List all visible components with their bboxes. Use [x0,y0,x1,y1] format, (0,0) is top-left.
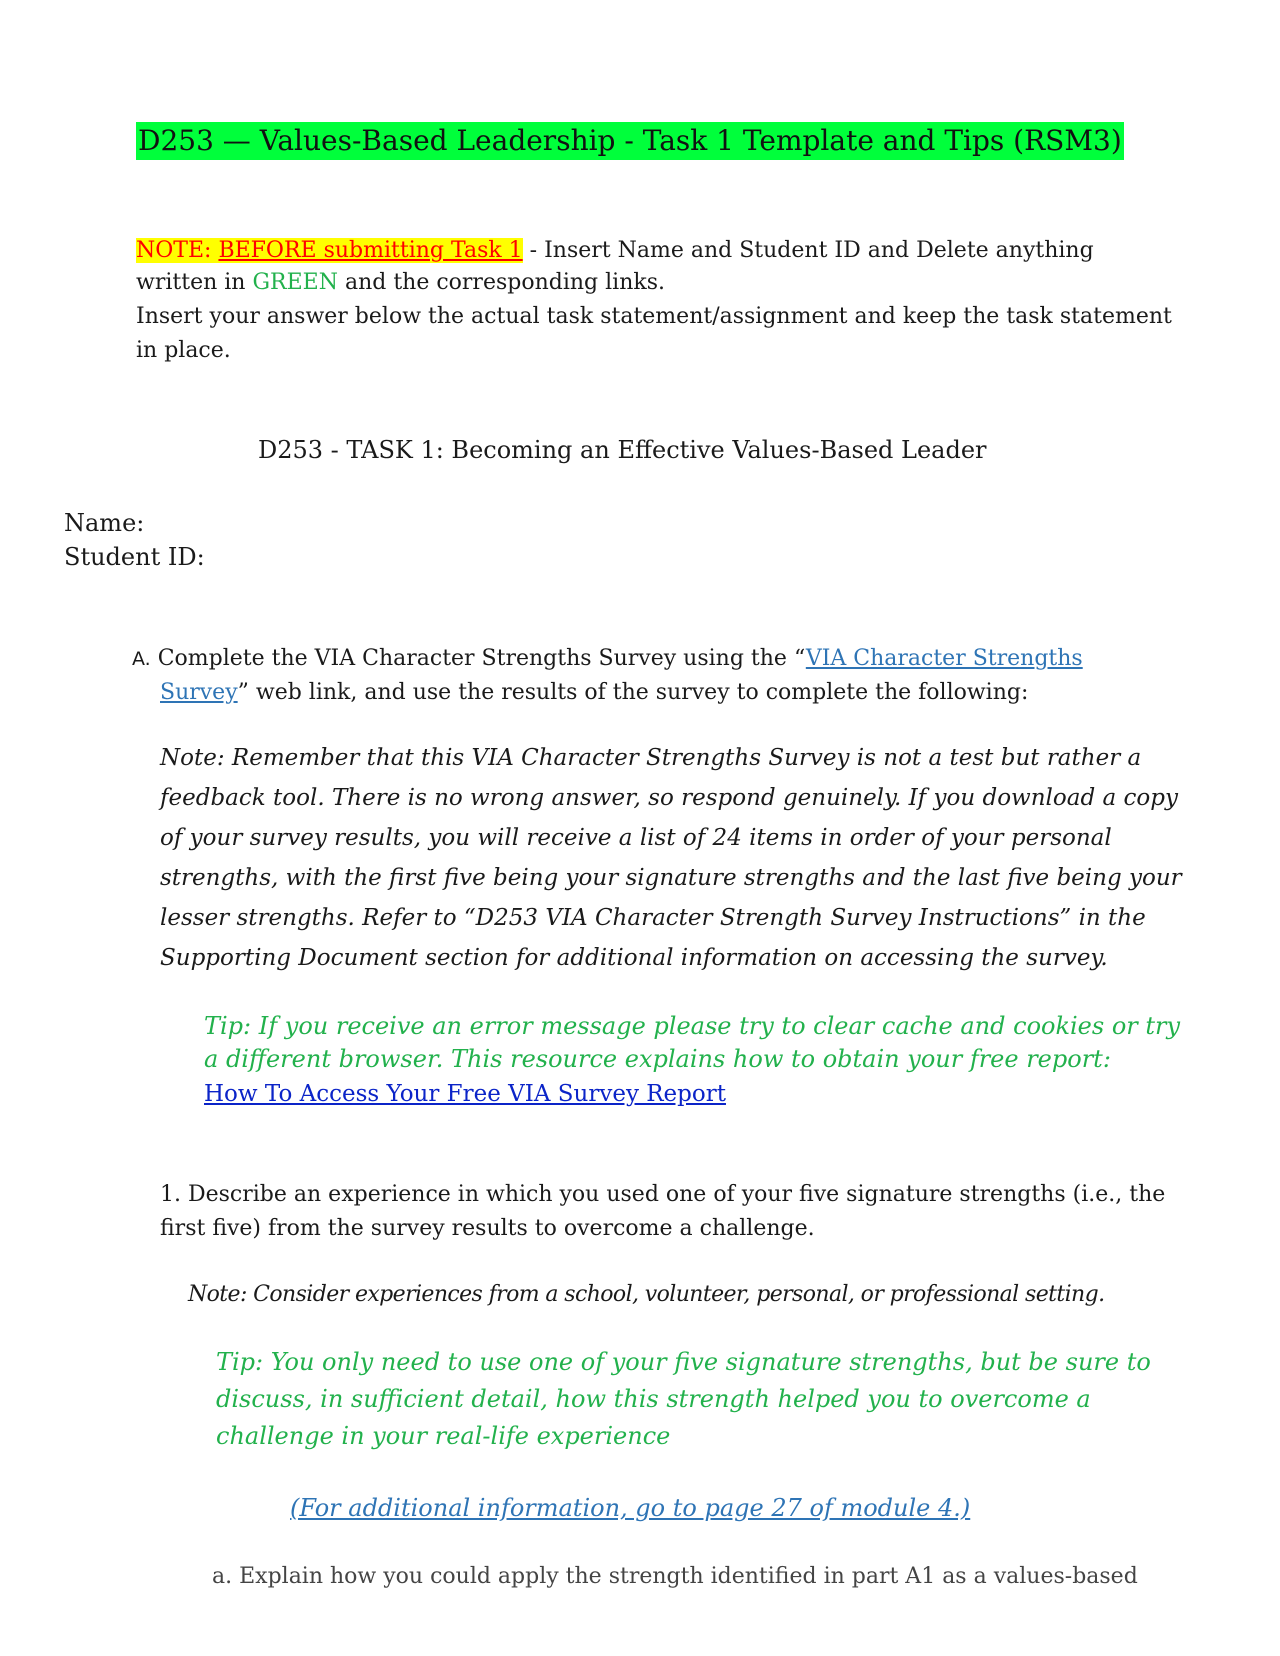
section-a-note-line-4: strengths, with the first five being your signature strengths and the last five being your [160,865,1182,891]
section-a-tip-line-1: Tip: If you receive an error message please try to clear cache and cookies or try [204,1012,1181,1040]
item-a-line-1: a. Explain how you could apply the strength identified in part A1 as a values-based [212,1564,1138,1589]
item-1-note: Note: Consider experiences from a school, volunteer, personal, or professional setting. [188,1282,1105,1307]
section-a-note-line-3: of your survey results, you will receive a list of 24 items in order of your personal [160,825,1112,851]
item-1-line-1: 1. Describe an experience in which you used one of your five signature strengths (i.e., the [160,1182,1166,1207]
before-submitting-link[interactable]: BEFORE submitting Task 1 [218,238,523,263]
section-a-line-2: Survey” web link, and use the results of the survey to complete the following: [160,680,1029,705]
section-a-note-line-6: Supporting Document section for additional information on accessing the survey. [160,945,1108,971]
via-survey-link[interactable]: VIA Character Strengths [805,646,1083,671]
section-a-note-line-2: feedback tool. There is no wrong answer, so respond genuinely. If you download a copy [160,785,1178,811]
section-a-tip-line-2: a different browser. This resource explains how to obtain your free report: [204,1045,1111,1073]
student-id-label: Student ID: [64,543,205,571]
name-label: Name: [64,509,145,537]
note-line-4: in place. [136,338,231,363]
note-line-1: NOTE: BEFORE submitting Task 1 - Insert Name and Student ID and Delete anything [136,238,1094,263]
item-1-line-2: first five) from the survey results to overcome a challenge. [160,1216,815,1241]
note-line-2: written in GREEN and the corresponding links. [136,270,665,295]
item-1-tip-line-2: discuss, in sufficient detail, how this strength helped you to overcome a [216,1385,1091,1413]
section-a-note-line-5: lesser strengths. Refer to “D253 VIA Character Strength Survey Instructions” in the [160,905,1146,931]
note-line-3: Insert your answer below the actual task statement/assignment and keep the task statement [136,304,1172,329]
module-4-link[interactable]: (For additional information, go to page 27 of module 4.) [290,1494,971,1522]
task-heading: D253 - TASK 1: Becoming an Effective Values-Based Leader [258,436,987,464]
section-a-marker: A. [132,648,151,670]
item-1-tip-line-3: challenge in your real-life experience [216,1422,671,1450]
document-title: D253 — Values-Based Leadership - Task 1 Template and Tips (RSM3) [136,122,1124,160]
section-a-line-1: A. Complete the VIA Character Strengths Survey using the “VIA Character Strengths [132,646,1083,671]
green-word: GREEN [252,270,338,295]
via-survey-link-cont[interactable]: Survey [160,680,238,705]
free-report-link[interactable]: How To Access Your Free VIA Survey Report [204,1081,726,1107]
note-label: NOTE: BEFORE submitting Task 1 [136,238,523,263]
item-1-tip-line-1: Tip: You only need to use one of your five signature strengths, but be sure to [216,1348,1151,1376]
section-a-note-line-1: Note: Remember that this VIA Character Strengths Survey is not a test but rather a [160,745,1142,771]
